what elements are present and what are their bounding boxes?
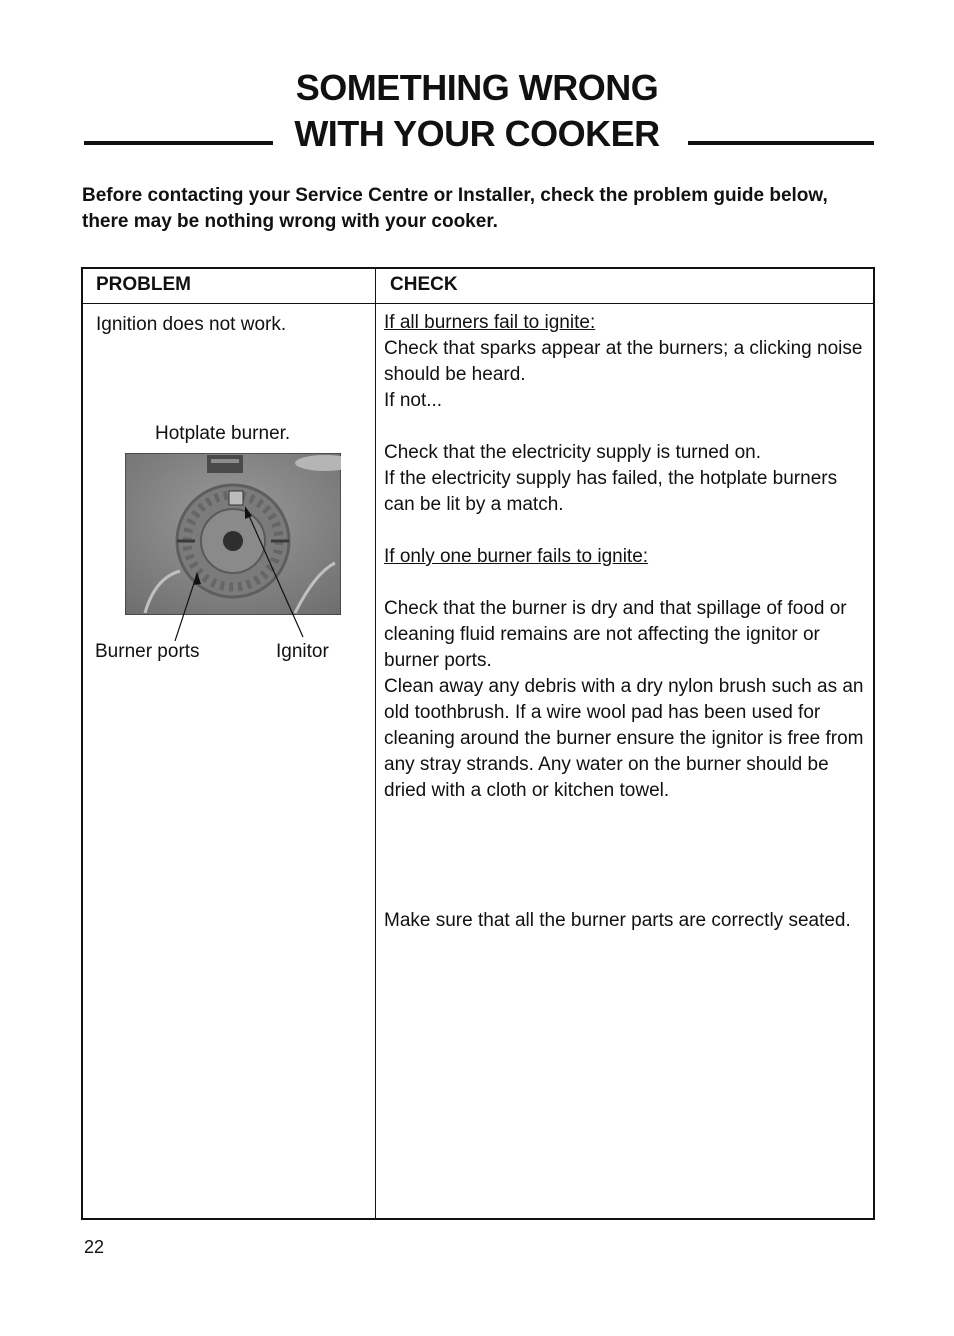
label-burner-ports: Burner ports xyxy=(95,641,200,662)
check-heading-all-burners: If all burners fail to ignite: xyxy=(384,312,596,333)
callout-arrows xyxy=(83,269,375,669)
title-line-2: WITH YOUR COOKER xyxy=(294,113,660,154)
intro-paragraph: Before contacting your Service Centre or Installer, check the problem guide below, there may be nothing wrong with your cooker. xyxy=(82,185,828,232)
check-clean-debris-text: Clean away any debris with a dry nylon brush such as an old toothbrush. If a wire wool pad has been used for cleaning around the burner ensure the ignitor is free from any stray strands. Any water on the burner should be dried with a cloth or kitchen towel. xyxy=(384,676,864,801)
problem-text: Ignition does not work. xyxy=(96,314,287,335)
column-divider xyxy=(375,269,376,1218)
title-line-1: SOMETHING WRONG xyxy=(295,67,659,108)
check-column xyxy=(384,310,870,934)
label-ignitor: Ignitor xyxy=(276,641,329,662)
title-rule-left xyxy=(84,141,273,145)
check-if-not-text: If not... xyxy=(384,390,443,411)
check-parts-seated-text: Make sure that all the burner parts are correctly seated. xyxy=(384,910,851,931)
page-title xyxy=(0,62,954,162)
problem-table xyxy=(81,267,875,1220)
check-heading-one-burner: If only one burner fails to ignite: xyxy=(384,546,649,567)
header-check: CHECK xyxy=(390,274,458,295)
check-sparks-text: Check that sparks appear at the burners; a clicking noise should be heard. xyxy=(384,338,863,385)
header-problem: PROBLEM xyxy=(96,274,191,295)
check-electricity-text: Check that the electricity supply is turned on. xyxy=(384,442,762,463)
figure-caption: Hotplate burner. xyxy=(155,423,291,444)
check-supply-failed-text: If the electricity supply has failed, the hotplate burners can be lit by a match. xyxy=(384,468,838,515)
page-number: 22 xyxy=(84,1237,105,1257)
check-burner-dry-text: Check that the burner is dry and that spillage of food or cleaning fluid remains are not affecting the ignitor or burner ports. xyxy=(384,598,847,671)
title-rule-right xyxy=(688,141,874,145)
